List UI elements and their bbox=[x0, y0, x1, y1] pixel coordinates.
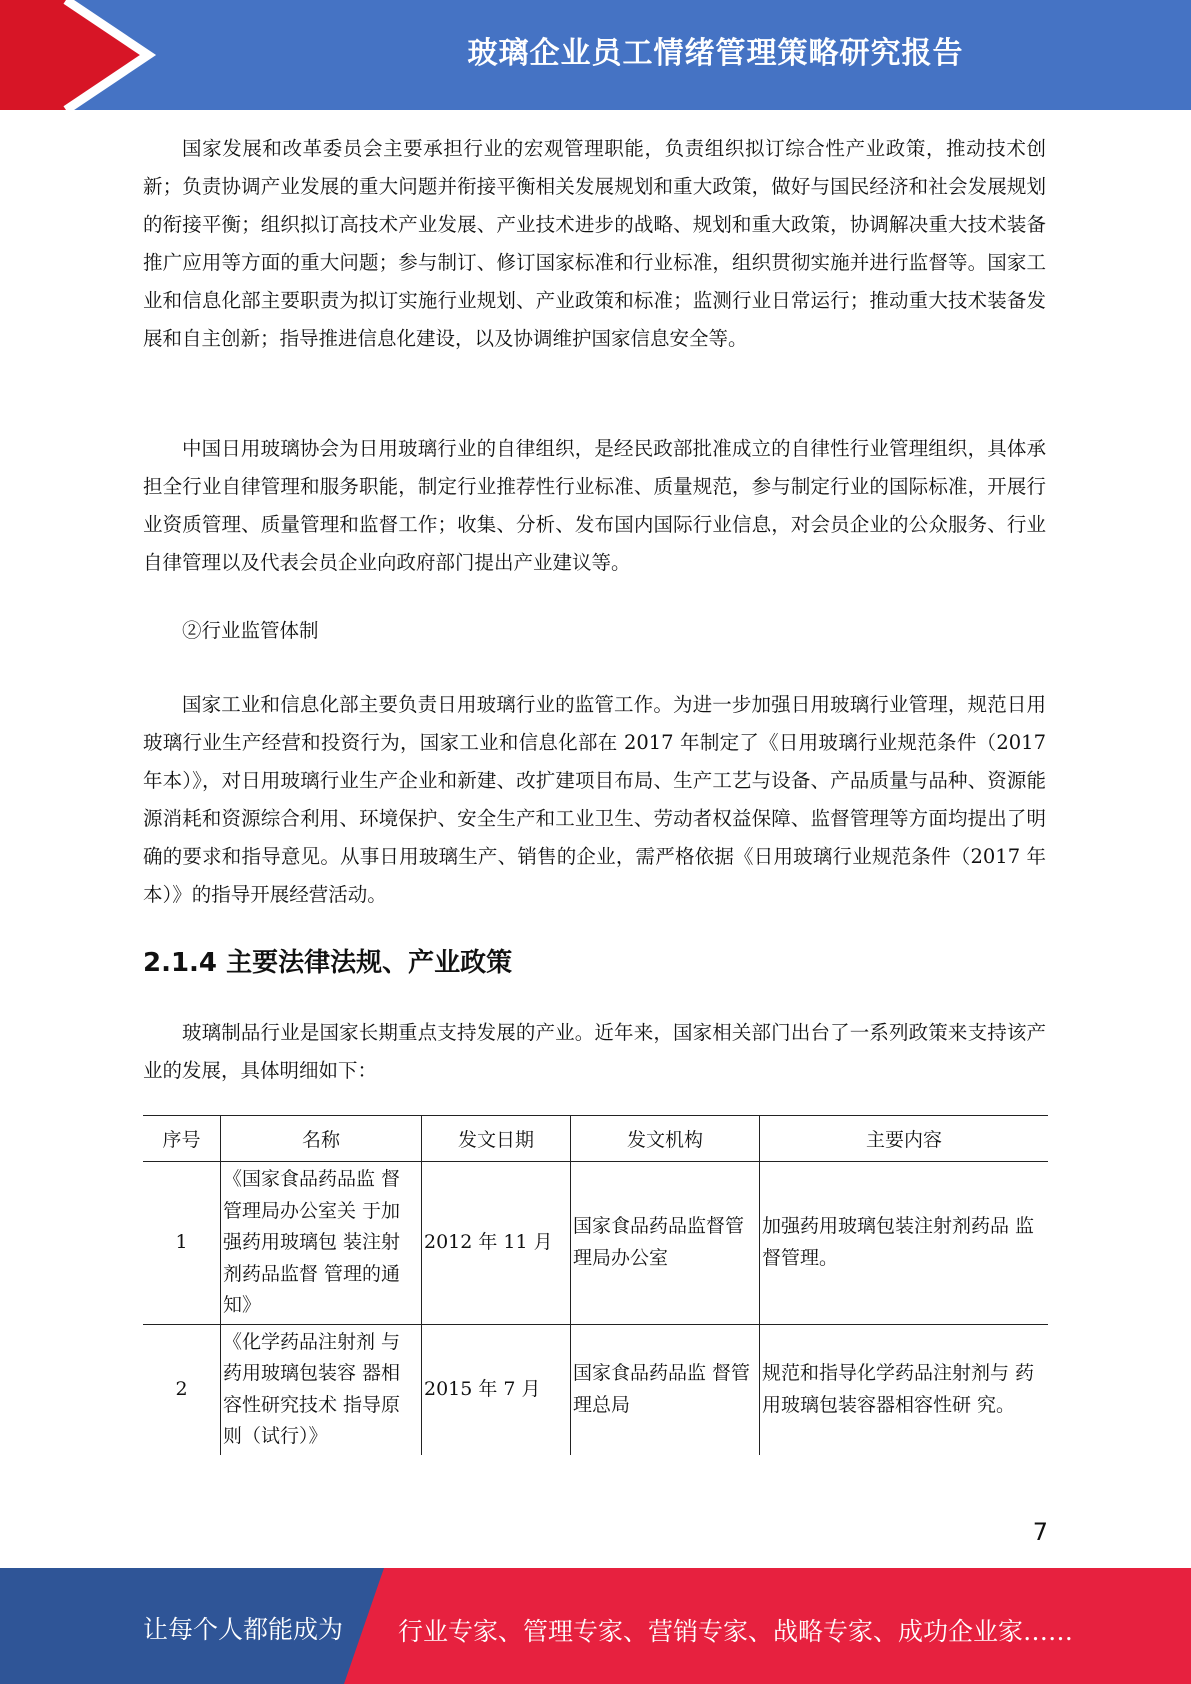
report-title: 玻璃企业员工情绪管理策略研究报告 bbox=[467, 36, 964, 71]
paragraph-ndrc-role: 国家发展和改革委员会主要承担行业的宏观管理职能，负责组织拟订综合性产业政策，推动技术创新；负责协调产业发展的重大问题并衔接平衡相关发展规划和重大政策，做好与国民经济和社会发展规划的衔接平衡；组织拟订高技术产业发展、产业技术进步的战略、规划和重大政策，协调解决重大技术装备推广应用等方面的重大问题；参与制订、修订国家标准和行业标准，组织贯彻实施并进行监督等。国家工业和信息化部主要职责为拟订实施行业规划、产业政策和标准；监测行业日常运行；推动重大技术装备发展和自主创新；指导推进信息化建设，以及协调维护国家信息安全等。 bbox=[143, 137, 1046, 350]
page-number: 7 bbox=[1032, 1518, 1048, 1546]
section-heading: 2.1.4 主要法律法规、产业政策 bbox=[143, 948, 513, 978]
cell-name: 《化学药品注射剂 与药用玻璃包装容 器相容性研究技术 指导原则（试行）》 bbox=[221, 1324, 422, 1455]
paragraph-association-role: 中国日用玻璃协会为日用玻璃行业的自律组织，是经民政部批准成立的自律性行业管理组织，具体承担全行业自律管理和服务职能，制定行业推荐性行业标准、质量规范，参与制定行业的国际标准，开展行业资质管理、质量管理和监督工作；收集、分析、发布国内国际行业信息，对会员企业的公众服务、行业自律管理以及代表会员企业向政府部门提出产业建议等。 bbox=[143, 437, 1046, 574]
policy-table bbox=[143, 1115, 1048, 1455]
page-footer bbox=[0, 1568, 1191, 1684]
cell-no: 2 bbox=[175, 1377, 188, 1400]
footer-slogan-left: 让每个人都能成为 bbox=[143, 1615, 344, 1644]
column-header-no: 序号 bbox=[143, 1116, 221, 1162]
subheading-regulatory-system: ②行业监管体制 bbox=[182, 619, 319, 642]
table-row bbox=[143, 1162, 1048, 1325]
column-header-content: 主要内容 bbox=[760, 1116, 1049, 1162]
cell-agency: 国家食品药品监 督管理总局 bbox=[571, 1324, 760, 1455]
cell-agency: 国家食品药品监督管理局办公室 bbox=[571, 1162, 760, 1325]
cell-no: 1 bbox=[143, 1162, 221, 1325]
column-header-agency: 发文机构 bbox=[571, 1116, 760, 1162]
cell-content: 规范和指导化学药品注射剂与 药用玻璃包装容器相容性研 究。 bbox=[760, 1324, 1049, 1455]
column-header-name: 名称 bbox=[221, 1116, 422, 1162]
table-header-row bbox=[143, 1116, 1048, 1162]
cell-date: 2012 年 11 月 bbox=[422, 1162, 571, 1325]
paragraph-policy-intro: 玻璃制品行业是国家长期重点支持发展的产业。近年来，国家相关部门出台了一系列政策来支持该产业的发展，具体明细如下： bbox=[143, 1021, 1046, 1082]
cell-date: 2015 年 7 月 bbox=[422, 1324, 571, 1455]
column-header-date: 发文日期 bbox=[422, 1116, 571, 1162]
paragraph-miit-supervision: 国家工业和信息化部主要负责日用玻璃行业的监管工作。为进一步加强日用玻璃行业管理，规范日用玻璃行业生产经营和投资行为，国家工业和信息化部在 2017 年制定了《日用玻璃行业规范条件（2017 年本）》，对日用玻璃行业生产企业和新建、改扩建项目布局、生产工艺与设备、产品质量与品种、资源能源消耗和资源综合利用、环境保护、安全生产和工业卫生、劳动者权益保障、监督管理等方面均提出了明确的要求和指导意见。从事日用玻璃生产、销售的企业，需严格依据《日用玻璃行业规范条件（2017 年本）》的指导开展经营活动。 bbox=[143, 693, 1046, 906]
cell-content: 加强药用玻璃包装注射剂药品 监督管理。 bbox=[760, 1162, 1049, 1325]
footer-slogan-right: 行业专家、管理专家、营销专家、战略专家、成功企业家…… bbox=[398, 1617, 1074, 1646]
cell-name: 《国家食品药品监 督管理局办公室关 于加强药用玻璃包 装注射剂药品监督 管理的通知》 bbox=[221, 1162, 422, 1325]
table-row bbox=[143, 1324, 1048, 1455]
page-header bbox=[0, 0, 1191, 110]
